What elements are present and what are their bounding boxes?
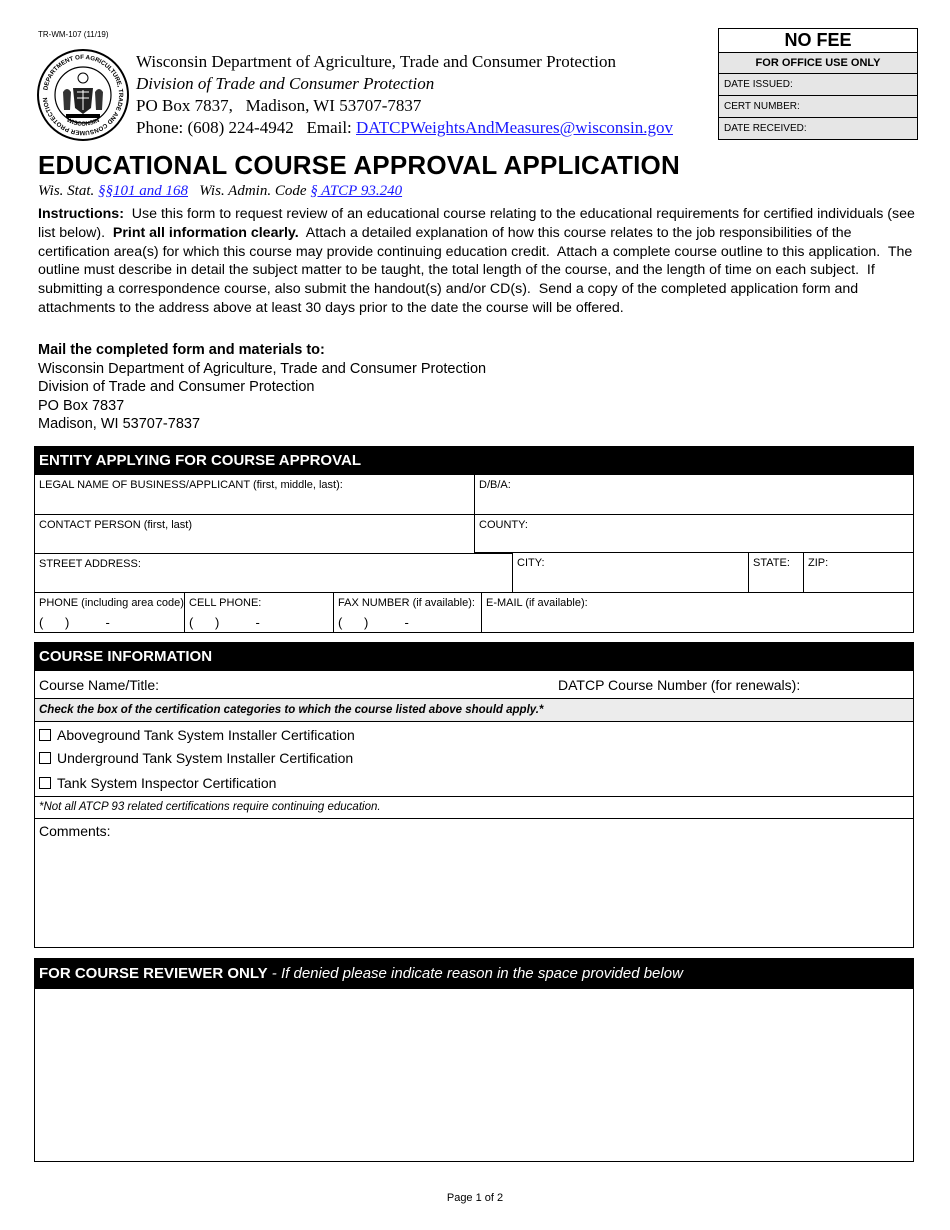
checkbox-inspector[interactable] [39,777,51,789]
entity-header: ENTITY APPLYING FOR COURSE APPROVAL [35,447,913,475]
course-section [34,642,914,948]
mail-line-2: Division of Trade and Consumer Protection [38,379,315,396]
option-underground-label: Underground Tank System Installer Certification [57,750,354,766]
entity-section [34,446,914,633]
dba-field[interactable]: D/B/A: [474,475,913,514]
street-address-field[interactable]: STREET ADDRESS: [35,553,512,592]
instructions-text-1: Use this form to request review of an educational course relating to the educational requirements for certified individuals (see list below). [38,206,919,241]
option-inspector[interactable] [35,771,913,796]
instructions-label: Instructions: [38,206,124,222]
phone-label: PHONE (including area code) [39,597,184,609]
date-received-field: DATE RECEIVED: [719,117,917,139]
cell-phone-field[interactable] [184,592,333,632]
option-aboveground[interactable] [35,721,913,746]
office-use-label: FOR OFFICE USE ONLY [719,52,917,73]
instructions-text-2: Attach a detailed explanation of how this course relates to the job responsibilities of the certification area(s) for which this course may provide continuing education credit. Attach a complete course outline to this application. The outline must describe in detail the subject matter to be taught, the total length of the course, and the length of time on each subject. If submitting a correspondence course, also submit the handout(s) and/or CD(s). Send a copy of the completed application form and attachments to the address above at least 30 days prior to the date the course will be offered. [38,224,917,316]
course-name-row [35,671,913,699]
course-number-field[interactable]: DATCP Course Number (for renewals): [558,677,801,693]
option-inspector-label: Tank System Inspector Certification [57,775,277,791]
checkbox-aboveground[interactable] [39,729,51,741]
svg-text:WISCONSIN [65,118,100,128]
code-link[interactable]: § ATCP 93.240 [310,183,403,199]
office-use-box [718,28,918,140]
reviewer-section [34,958,914,1162]
form-id: TR-WM-107 (11/19) [38,30,109,39]
fax-mask: ( ) - [338,615,409,630]
state-seal-logo [36,48,130,142]
mail-address-block [38,341,486,434]
instructions-paragraph [38,205,918,318]
cell-phone-label: CELL PHONE: [189,597,262,609]
email-field[interactable]: E-MAIL (if available): [481,592,913,632]
date-issued-field: DATE ISSUED: [719,73,917,95]
seal-ring-text: DEPARTMENT OF AGRICULTURE, TRADE AND CONSUMER PROTECTION [42,53,125,137]
phone-mask: ( ) - [39,615,110,630]
state-field[interactable]: STATE: [748,553,803,592]
legal-name-field[interactable]: LEGAL NAME OF BUSINESS/APPLICANT (first, middle, last): [39,479,343,491]
reviewer-header-bold: FOR COURSE REVIEWER ONLY [39,965,268,982]
email-link[interactable]: DATCPWeightsAndMeasures@wisconsin.gov [356,118,673,137]
comments-field[interactable]: Comments: [35,818,913,947]
county-field[interactable]: COUNTY: [474,514,913,553]
phone-field[interactable] [35,592,184,632]
fax-field[interactable] [333,592,481,632]
contact-person-field[interactable]: CONTACT PERSON (first, last) [35,514,474,553]
code-prefix: Wis. Admin. Code [188,183,311,199]
cert-number-field: CERT NUMBER: [719,95,917,117]
option-aboveground-label: Aboveground Tank System Installer Certification [57,727,355,743]
checkbox-underground[interactable] [39,752,51,764]
stat-link[interactable]: §§101 and 168 [98,183,189,199]
seal-bottom-text: WISCONSIN [65,117,101,128]
page-number: Page 1 of 2 [446,1192,504,1204]
reviewer-header [35,959,913,989]
statute-reference [38,183,402,200]
stat-prefix: Wis. Stat. [38,183,99,199]
fax-label: FAX NUMBER (if available): [338,597,475,609]
reviewer-header-italic: - If denied please indicate reason in the space provided below [267,965,683,982]
agency-contact [136,118,673,138]
mail-line-3: PO Box 7837 [38,397,125,414]
agency-name: Wisconsin Department of Agriculture, Trade and Consumer Protection [136,52,616,71]
phone-label: Phone: (608) 224-4942 Email: [136,118,357,137]
course-name-field[interactable]: Course Name/Title: [39,677,160,693]
footnote: *Not all ATCP 93 related certifications require continuing education. [35,796,913,818]
cell-phone-mask: ( ) - [189,615,260,630]
page-title: EDUCATIONAL COURSE APPROVAL APPLICATION [38,150,680,180]
city-field[interactable]: CITY: [512,553,748,592]
instructions-bold: Print all information clearly. [112,224,299,241]
mail-line-1: Wisconsin Department of Agriculture, Trade and Consumer Protection [38,360,487,377]
check-instruction: Check the box of the certification categories to which the course listed above should apply.* [35,698,913,722]
mail-heading: Mail the completed form and materials to: [38,342,325,358]
zip-field[interactable]: ZIP: [803,553,913,592]
no-fee-label: NO FEE [719,29,917,52]
course-header: COURSE INFORMATION [35,643,913,671]
mail-line-4: Madison, WI 53707-7837 [38,416,201,433]
agency-address: PO Box 7837, Madison, WI 53707-7837 [136,96,422,115]
option-underground[interactable] [35,746,913,771]
division-name: Division of Trade and Consumer Protection [136,74,435,93]
reviewer-notes-area[interactable] [35,989,913,1161]
